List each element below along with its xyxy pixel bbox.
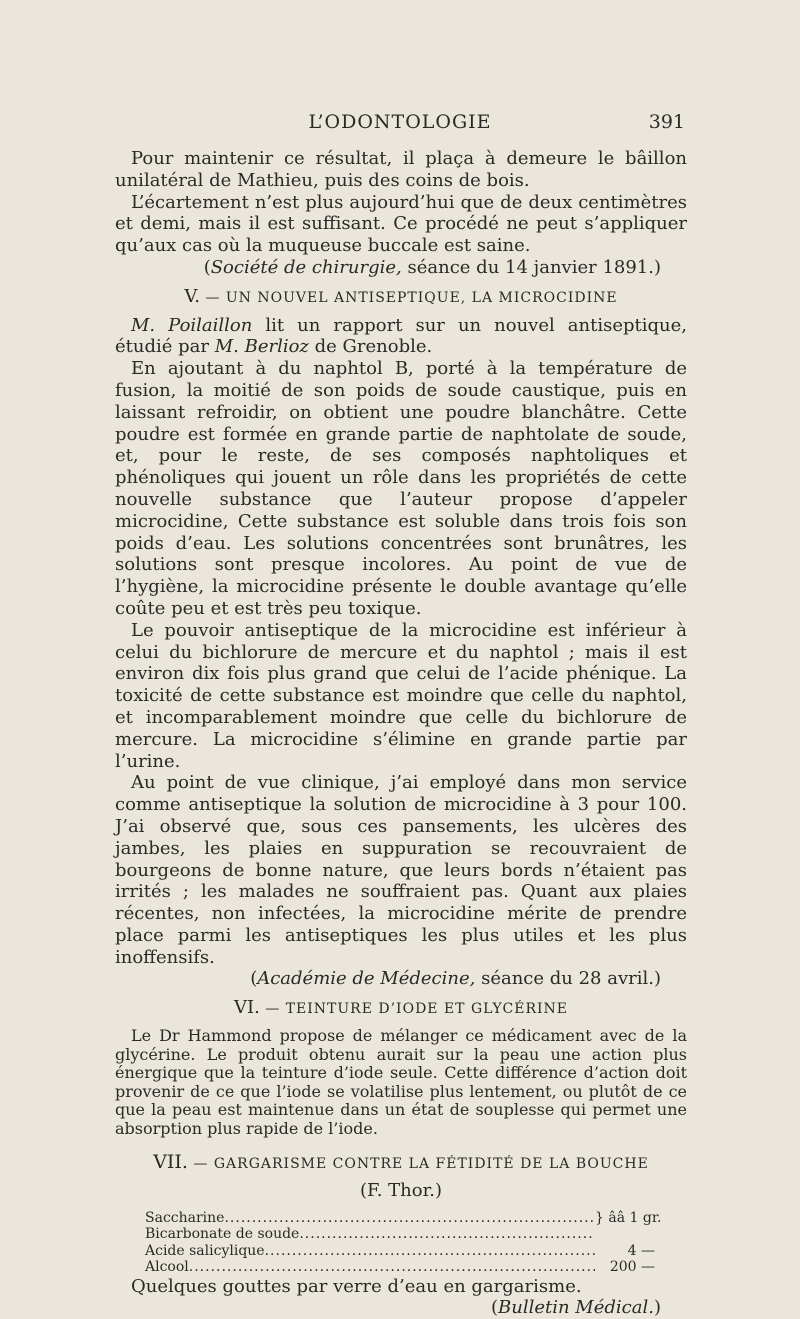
ingredient-name: Bicarbonate de soude <box>145 1226 300 1243</box>
section-heading <box>115 997 687 1021</box>
section-title: — TEINTURE D’IODE ET GLYCÉRINE <box>265 1001 569 1018</box>
paragraph: Pour maintenir ce résultat, il plaça à demeure le bâillon unilatéral de Mathieu, puis des coins de bois. <box>115 148 687 191</box>
paragraph-text: de Grenoble. <box>308 336 433 358</box>
paragraph: Au point de vue clinique, j’ai employé dans mon service comme antiseptique la solution de microcidine à 3 pour 100. J’ai observé que, sous ces pansements, les ulcères des jambes, les plaies en suppuration se recouvraient de bourgeons de bonne nature, que leurs bords n’étaient pas irrités ; les malades ne souffraient pas. Quant aux plaies récentes, non infectées, la microcidine mérite de prendre place parmi les antiseptiques les plus utiles et les plus inoffensifs. <box>115 772 687 968</box>
leader-dots <box>189 1259 595 1276</box>
ingredient-quantity: 200 — <box>609 1259 655 1276</box>
author-name: M. Berlioz <box>214 336 309 358</box>
ingredient-quantity: 4 — <box>627 1242 655 1259</box>
ingredient-name: Saccharine <box>145 1209 225 1226</box>
page-number: 391 <box>648 111 685 133</box>
section-heading <box>115 286 687 310</box>
ingredient-name: Alcool <box>145 1259 189 1276</box>
recipe-author: (F. Thor.) <box>360 1179 442 1201</box>
recipe <box>145 1209 662 1276</box>
section-number: VI. <box>233 997 260 1019</box>
paragraph: L’écartement n’est plus aujourd’hui que de deux centimètres et demi, mais il est suffisant. Ce procédé ne peut s’appliquer qu’aux cas où la muqueuse buccale est saine. <box>115 191 687 257</box>
source-citation: (Académie de Médecine, séance du 28 avril.) <box>250 968 661 990</box>
paragraph: Quelques gouttes par verre d’eau en gargarisme. <box>131 1275 582 1297</box>
source-date: séance du 14 janvier 1891.) <box>401 256 661 278</box>
source-journal: Société de chirurgie, <box>210 256 402 278</box>
paragraph <box>115 315 687 359</box>
ingredient-quantity: } ââ 1 gr. <box>595 1209 662 1226</box>
paragraph-text: lit un rapport sur un nouvel antiseptique, étudié par <box>115 314 687 358</box>
recipe-row <box>145 1259 655 1276</box>
leader-dots <box>299 1226 595 1243</box>
source-journal: Bulletin Médical. <box>498 1297 654 1319</box>
recipe-row <box>145 1209 662 1227</box>
recipe-row <box>145 1243 655 1260</box>
source-date: séance du 28 avril.) <box>475 968 661 990</box>
article-body <box>115 148 687 1319</box>
section-title: — UN NOUVEL ANTISEPTIQUE, LA MICROCIDINE <box>205 289 618 306</box>
running-title: L’ODONTOLOGIE <box>308 111 492 133</box>
page-header <box>115 111 685 141</box>
paragraph: Le pouvoir antiseptique de la microcidine est inférieur à celui du bichlorure de mercure et du naphtol ; mais il est environ dix fois plus grand que celui de l’acide phénique. La toxicité de cette substance est moindre que celle du naphtol, et incomparablement moindre que celle du bichlorure de mercure. La microcidine s’élimine en grande partie par l’urine. <box>115 619 687 772</box>
leader-dots <box>265 1243 595 1260</box>
recipe-row <box>145 1226 655 1243</box>
small-text-block <box>115 1027 687 1138</box>
paragraph: Le Dr Hammond propose de mélanger ce médicament avec de la glycérine. Le produit obtenu aurait sur la peau une action plus énergique que la teinture d’iode seule. Cette différence d’action doit provenir de ce que l’iode se volatilise plus lentement, ou plutôt de ce que la peau est maintenue dans un état de souplesse qui permet une absorption plus rapide de l’iode. <box>115 1026 687 1138</box>
ingredient-name: Acide salicylique <box>145 1242 265 1259</box>
section-number: VII. <box>153 1151 188 1174</box>
section-number: V. <box>184 285 200 307</box>
paragraph: En ajoutant à du naphtol B, porté à la température de fusion, la moitié de son poids de soude caustique, puis en laissant refroidir, on obtient une poudre blanchâtre. Cette poudre est formée en grande partie de naphtolate de soude, et, pour le reste, de ses composés naphtoliques et phénoliques qui jouent un rôle dans les propriétés de cette nouvelle substance que l’auteur propose d’appeler microcidine, Cette substance est soluble dans trois fois son poids d’eau. Les solutions concentrées sont brunâtres, les solutions sont presque incolores. Au point de vue de l’hygiène, la microcidine présente le double avantage qu’elle coûte peu et est très peu toxique. <box>115 358 687 619</box>
section-heading <box>115 1152 687 1176</box>
section-title: — GARGARISME CONTRE LA FÉTIDITÉ DE LA BOUCHE <box>193 1156 649 1173</box>
source-citation: (Société de chirurgie, séance du 14 janvier 1891.) <box>203 256 661 278</box>
leader-dots <box>224 1210 595 1227</box>
source-journal: Académie de Médecine, <box>257 968 476 990</box>
author-name: M. Poilaillon <box>131 314 253 336</box>
source-citation: (Bulletin Médical.) <box>490 1297 661 1319</box>
